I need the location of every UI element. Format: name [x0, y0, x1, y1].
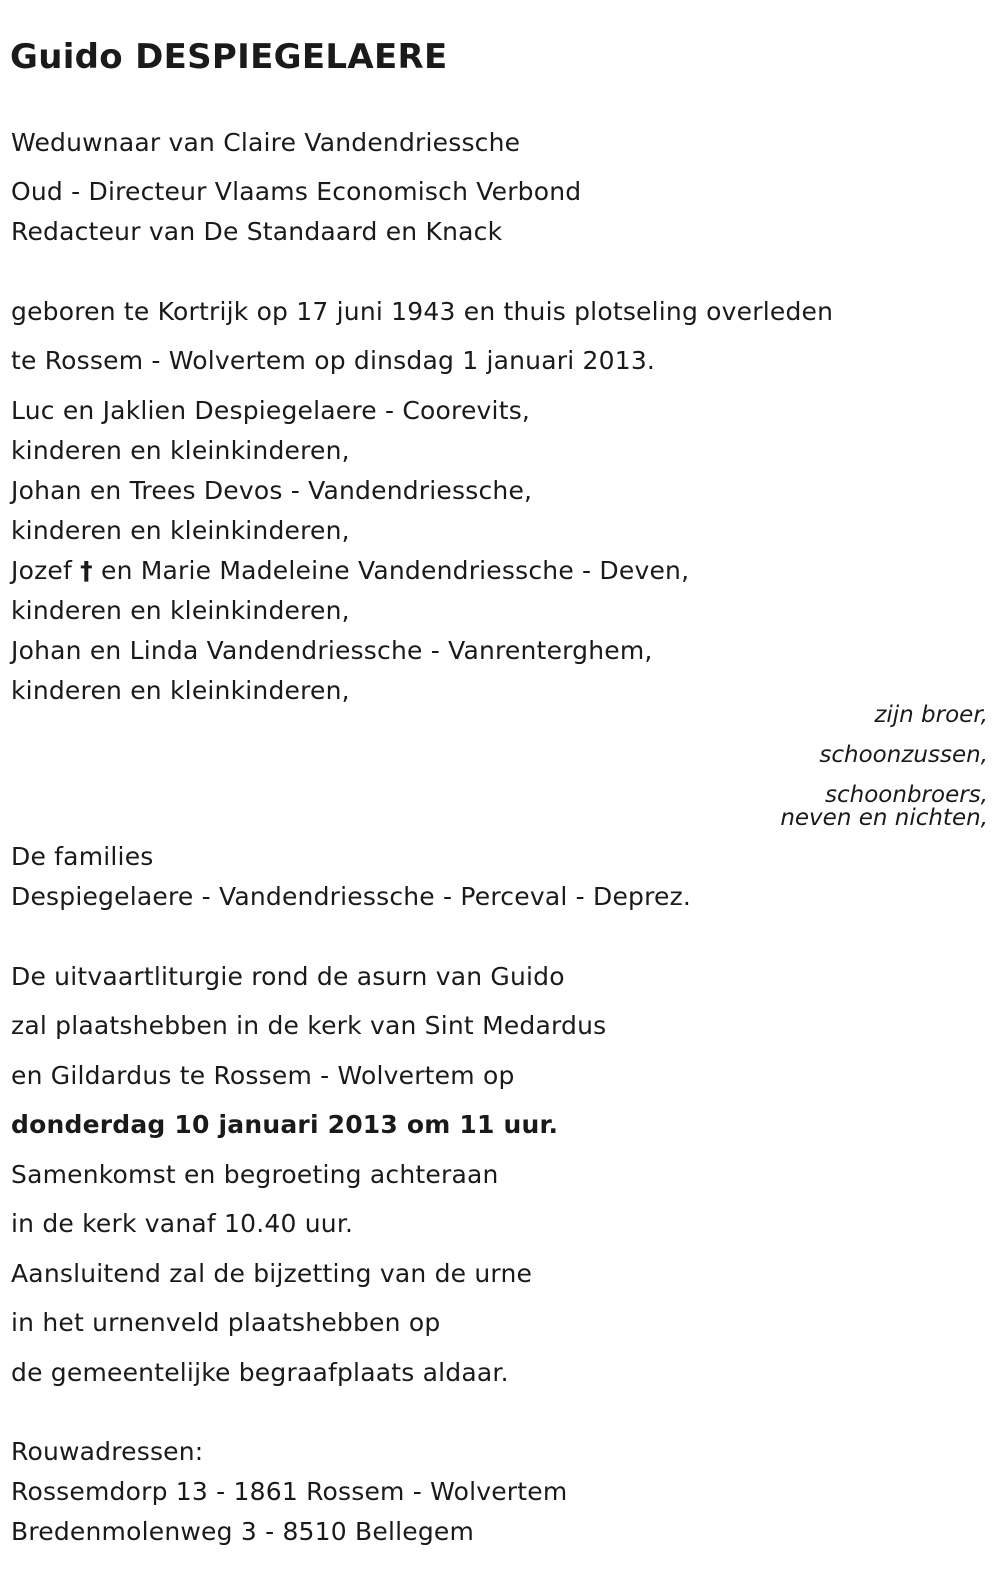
family-line-4: Johan en Linda Vandendriessche - Vanrenterghem,: [11, 636, 653, 665]
funeral-line-9: de gemeentelijke begraafplaats aldaar.: [11, 1358, 509, 1387]
funeral-date: donderdag 10 januari 2013 om 11 uur.: [11, 1110, 559, 1139]
family-line-4-sub: kinderen en kleinkinderen,: [11, 676, 350, 705]
families-label: De families: [11, 842, 154, 871]
funeral-line-6: in de kerk vanaf 10.40 uur.: [11, 1209, 354, 1238]
funeral-line-8: in het urnenveld plaatshebben op: [11, 1308, 441, 1337]
funeral-line-3: en Gildardus te Rossem - Wolvertem op: [11, 1061, 515, 1090]
widower-line: Weduwnaar van Claire Vandendriessche: [11, 128, 521, 157]
cross-icon: †: [80, 556, 93, 585]
relation-brothers-in-law: schoonbroers,: [825, 782, 988, 808]
family-line-3-name: Jozef: [11, 556, 72, 585]
families-names: Despiegelaere - Vandendriessche - Perceval - Deprez.: [11, 882, 692, 911]
funeral-line-5: Samenkomst en begroeting achteraan: [11, 1160, 499, 1189]
family-line-3-sub: kinderen en kleinkinderen,: [11, 596, 350, 625]
family-line-3-rest: en Marie Madeleine Vandendriessche - Deven,: [101, 556, 690, 585]
addresses-label: Rouwadressen:: [11, 1437, 204, 1466]
family-line-3: [11, 556, 689, 586]
relation-cousins: neven en nichten,: [780, 805, 988, 831]
relation-brother: zijn broer,: [874, 702, 988, 728]
family-line-1-sub: kinderen en kleinkinderen,: [11, 436, 350, 465]
role-line-1: Oud - Directeur Vlaams Economisch Verbond: [11, 177, 582, 206]
family-line-2-sub: kinderen en kleinkinderen,: [11, 516, 350, 545]
family-line-2: Johan en Trees Devos - Vandendriessche,: [11, 476, 533, 505]
obituary-title: Guido DESPIEGELAERE: [10, 37, 448, 77]
address-2: Bredenmolenweg 3 - 8510 Bellegem: [11, 1517, 475, 1546]
funeral-line-7: Aansluitend zal de bijzetting van de urne: [11, 1259, 533, 1288]
funeral-line-1: De uitvaartliturgie rond de asurn van Guido: [11, 962, 565, 991]
family-line-1: Luc en Jaklien Despiegelaere - Coorevits,: [11, 396, 531, 425]
role-line-2: Redacteur van De Standaard en Knack: [11, 217, 503, 246]
address-1: Rossemdorp 13 - 1861 Rossem - Wolvertem: [11, 1477, 568, 1506]
funeral-line-2: zal plaatshebben in de kerk van Sint Medardus: [11, 1011, 607, 1040]
birth-line-2: te Rossem - Wolvertem op dinsdag 1 januari 2013.: [11, 346, 656, 375]
birth-line-1: geboren te Kortrijk op 17 juni 1943 en thuis plotseling overleden: [11, 297, 834, 326]
relation-sisters-in-law: schoonzussen,: [819, 742, 988, 768]
